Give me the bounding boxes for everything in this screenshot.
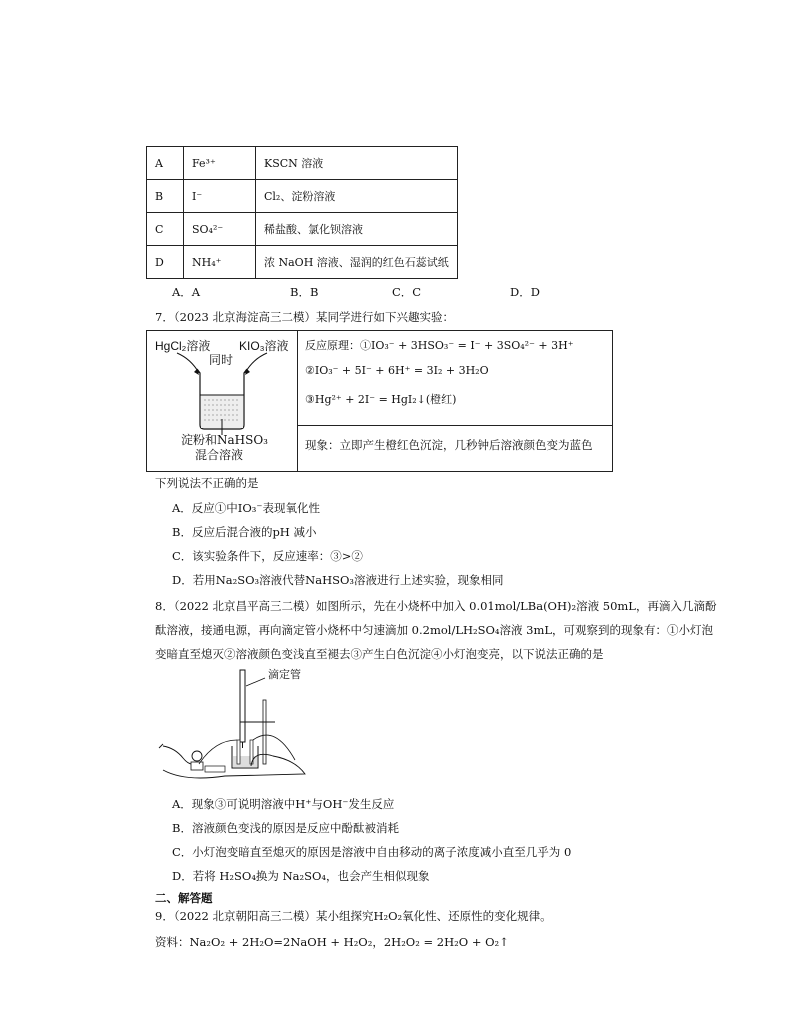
table-row (147, 213, 458, 246)
q8-option-c[interactable]: C．小灯泡变暗直至熄灭的原因是溶液中自由移动的离子浓度减小直至几乎为 0 (172, 845, 572, 859)
row-label: B (147, 180, 184, 213)
section-heading: 二、解答题 (155, 891, 213, 905)
q8-stem-line-3: 变暗直至熄灭②溶液颜色变浅直至褪去③产生白色沉淀④小灯泡变亮，以下说法正确的是 (155, 647, 604, 661)
mixture-label-1: 淀粉和NaHSO₃ (181, 433, 268, 447)
ion-cell: Fe³⁺ (184, 147, 256, 180)
reagent-cell: KSCN 溶液 (256, 147, 458, 180)
kio3-label: KIO₃溶液 (239, 339, 289, 353)
ion-cell: I⁻ (184, 180, 256, 213)
horizontal-divider (297, 425, 612, 426)
table-row (147, 147, 458, 180)
burette-label: 滴定管 (268, 668, 301, 681)
principle-2: ②IO₃⁻ + 5I⁻ + 6H⁺ = 3I₂ + 3H₂O (305, 364, 489, 377)
electrical-conductivity-apparatus (155, 664, 315, 790)
ion-test-table (146, 146, 458, 279)
q6-option-b[interactable]: B．B (290, 285, 319, 299)
q6-option-a[interactable]: A．A (172, 285, 201, 299)
principle-3: ③Hg²⁺ + 2I⁻ = HgI₂↓(橙红) (305, 393, 457, 406)
same-time-label: 同时 (209, 353, 234, 367)
q7-option-d[interactable]: D．若用Na₂SO₃溶液代替NaHSO₃溶液进行上述实验，现象相同 (172, 573, 504, 587)
q8-stem-line-1: 8．（2022 北京昌平高三二模）如图所示，先在小烧杯中加入 0.01mol/LBa(OH)₂溶液 50mL，再滴入几滴酚 (155, 599, 717, 613)
row-label: A (147, 147, 184, 180)
q8-option-a[interactable]: A．现象③可说明溶液中H⁺与OH⁻发生反应 (172, 797, 395, 811)
q8-stem-line-2: 酞溶液，接通电源，再向滴定管小烧杯中匀速滴加 0.2mol/LH₂SO₄溶液 3mL，可观察到的现象有：①小灯泡 (155, 623, 714, 637)
reagent-cell: 稀盐酸、氯化钡溶液 (256, 213, 458, 246)
mixture-label-2: 混合溶液 (195, 448, 244, 462)
ion-cell: SO₄²⁻ (184, 213, 256, 246)
q7-stem: 7．（2023 北京海淀高三二模）某同学进行如下兴趣实验： (155, 310, 454, 324)
principle-1: 反应原理：①IO₃⁻ + 3HSO₃⁻ = I⁻ + 3SO₄²⁻ + 3H⁺ (305, 339, 574, 352)
q6-option-c[interactable]: C．C (392, 285, 422, 299)
q7-option-a[interactable]: A．反应①中IO₃⁻表现氧化性 (172, 501, 320, 515)
row-label: D (147, 246, 184, 279)
q7-option-c[interactable]: C．该实验条件下，反应速率：③>② (172, 549, 363, 563)
reagent-cell: Cl₂、淀粉溶液 (256, 180, 458, 213)
ion-cell: NH₄⁺ (184, 246, 256, 279)
table-row (147, 180, 458, 213)
row-label: C (147, 213, 184, 246)
q7-option-b[interactable]: B．反应后混合液的pH 减小 (172, 525, 317, 539)
q6-option-d[interactable]: D．D (510, 285, 540, 299)
phenomenon: 现象：立即产生橙红色沉淀，几秒钟后溶液颜色变为蓝色 (305, 438, 593, 452)
q9-material: 资料：Na₂O₂ + 2H₂O=2NaOH + H₂O₂，2H₂O₂ = 2H₂O + O₂↑ (155, 935, 509, 949)
q9-stem: 9．（2022 北京朝阳高三二模）某小组探究H₂O₂氧化性、还原性的变化规律。 (155, 909, 552, 923)
q8-option-b[interactable]: B．溶液颜色变浅的原因是反应中酚酞被消耗 (172, 821, 399, 835)
q7-question: 下列说法不正确的是 (155, 476, 259, 490)
q7-experiment-box (146, 330, 613, 472)
hgcl2-label: HgCl₂溶液 (155, 339, 211, 353)
q8-option-d[interactable]: D．若将 H₂SO₄换为 Na₂SO₄，也会产生相似现象 (172, 869, 430, 883)
table-row (147, 246, 458, 279)
reagent-cell: 浓 NaOH 溶液、湿润的红色石蕊试纸 (256, 246, 458, 279)
vertical-divider (297, 331, 298, 471)
